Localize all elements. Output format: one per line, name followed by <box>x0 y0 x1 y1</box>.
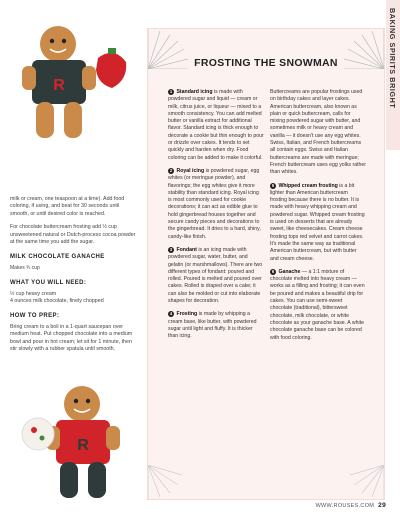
footer-url: WWW.ROUSES.COM <box>315 503 375 509</box>
need-heading: WHAT YOU WILL NEED: <box>10 280 87 287</box>
svg-text:R: R <box>53 77 65 94</box>
panel-title: FROSTING THE SNOWMAN <box>194 57 338 69</box>
frosting-item-standard-icing: 1 Standard icing is made with powdered sugar and liquid — cream or milk, citrus juice, or liqueur — mixed to a smooth consistency. You can add melted butter or vanilla extract for additional flavor. Standard icing is thick enough to decorate a cookie but thin enough to pour or drizzle over cakes. It tends to set quickly and harden when dry. Food coloring can be added to make it colorful. <box>168 89 264 161</box>
frosting-column-left <box>168 89 264 347</box>
frosting-panel <box>147 28 385 500</box>
ganache-makes: Makes ¾ cup <box>10 264 40 271</box>
frosting-item-ganache: 6 Ganache — a 1:1 mixture of chocolate melted into heavy cream — works as a filling and frosting; it can even be poured and makes a beautiful drip for cakes. You can use semi-sweet chocolate (traditional), bittersweet chocolate, milk chocolate, or white chocolate as your ganache base. A white chocolate ganache base can be colored with food coloring. <box>270 268 365 341</box>
sunburst-ornament-bottom-right-icon <box>350 465 384 499</box>
frosting-item-whipped-cream: 5 Whipped cream frosting is a bit lighter than American buttercream frosting because there is no butter. It is made with heavy whipping cream and powdered sugar. Whipped cream frosting is used on desserts that are already sweet, like cheesecakes. Cream cheese frosting tops red velvet and carrot cakes. It's made the same way as traditional American buttercream, but with butter and cream cheese. <box>270 182 365 262</box>
prep-heading: HOW TO PREP: <box>10 313 60 320</box>
prep-text: Bring cream to a boil in a 1-quart saucepan over medium heat. Put chopped chocolate into a medium bowl and pour in hot cream; let sit for 1 minute, then stir slowly with a rubber spatula until smooth. <box>10 323 133 353</box>
svg-text:R: R <box>77 437 89 454</box>
gingerbread-cookie-bottom-image <box>20 382 132 512</box>
page-number: 29 <box>378 502 386 509</box>
frosting-item-royal-icing: 2 Royal icing is powdered sugar, egg whites (or meringue powder), and flavorings; the egg whites give it more stability than standard icing. Royal icing is most commonly used for cookie decorations; it can act as edible glue to hold gingerbread houses together and secure candy pieces and decorations to the gingerbread. It dries to a hard, shiny, candy-like finish. <box>168 167 261 240</box>
frosting-item-frosting: 4 Frosting is made by whipping a cream base, like butter, with powdered sugar until light and fluffy. It is thicker than icing. <box>168 311 257 340</box>
chocolate-buttercream-text: For chocolate buttercream frosting add ½ cup unsweetened natural or Dutch-process cocoa powder at the same time you add the sugar. <box>10 224 136 246</box>
gingerbread-cookie-top-image <box>18 22 130 152</box>
frosting-column-right <box>270 89 366 348</box>
left-recipe-column <box>10 196 138 360</box>
page-footer <box>316 502 386 509</box>
section-side-tab <box>386 0 400 150</box>
buttercream-continued-text: milk or cream, one teaspoon at a time). Add food coloring, if using, and beat for 30 seconds until smooth, or until desired color is reached. <box>10 196 125 217</box>
need-item-cream: ½ cup heavy cream <box>10 290 57 297</box>
frosting-item-fondant: 3 Fondant is an icing made with powdered sugar, water, butter, and gelatin (or marshmallows). There are two different types of fondant: poured and rolled. Poured is melted and poured over cakes. Rolled is draped over a cake; it can also be molded or cut into elaborate shapes for decoration. <box>168 246 263 305</box>
sunburst-ornament-bottom-left-icon <box>148 465 182 499</box>
ganache-heading: MILK CHOCOLATE GANACHE <box>10 254 105 261</box>
need-item-chocolate: 4 ounces milk chocolate, finely chopped <box>10 298 104 305</box>
frosting-item-buttercreams: Buttercreams are popular frostings used on birthday cakes and layer cakes. American buttercream, also known as plain or quick buttercream, calls for mixing powdered sugar with butter, and sometimes milk or heavy cream and vanilla — it doesn't use any egg whites. Swiss, Italian, and French buttercreams all contain eggs. Swiss and Italian buttercreams are made with meringue; French buttercream uses egg yolks rather than whites. <box>270 89 367 176</box>
side-tab-label: BAKING SPIRITS BRIGHT <box>388 8 397 109</box>
